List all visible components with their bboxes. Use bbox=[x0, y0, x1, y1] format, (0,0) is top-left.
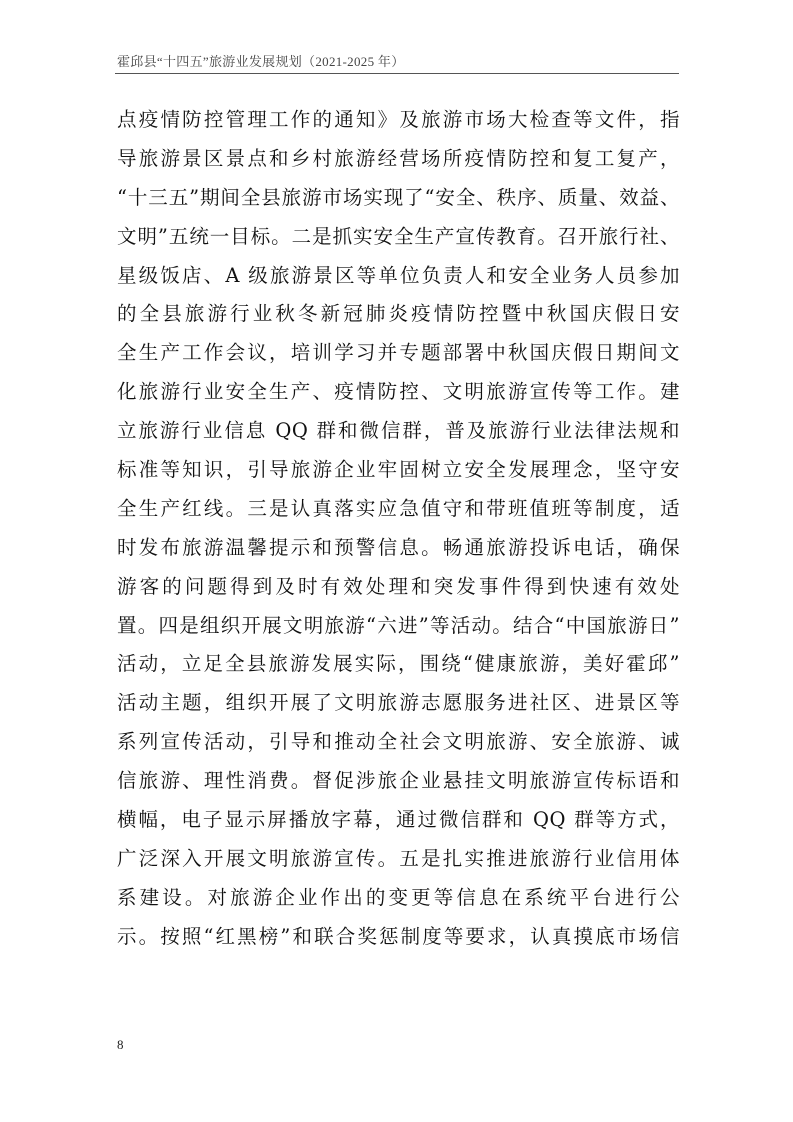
text-line: 横幅，电子显示屏播放字幕，通过微信群和 QQ 群等方式， bbox=[117, 808, 680, 832]
text-line: 游客的问题得到及时有效处理和突发事件得到快速有效处 bbox=[117, 574, 680, 598]
header-divider bbox=[115, 73, 679, 74]
text-line: 系建设。对旅游企业作出的变更等信息在系统平台进行公 bbox=[117, 885, 680, 909]
text-line: 活动，立足全县旅游发展实际，围绕“健康旅游，美好霍邱” bbox=[117, 652, 680, 676]
page-number: 8 bbox=[117, 1037, 124, 1052]
text-line: 的全县旅游行业秋冬新冠肺炎疫情防控暨中秋国庆假日安 bbox=[117, 302, 680, 326]
text-line: 活动主题，组织开展了文明旅游志愿服务进社区、进景区等 bbox=[117, 691, 680, 715]
text-line: 点疫情防控管理工作的通知》及旅游市场大检查等文件，指 bbox=[117, 108, 680, 131]
text-line: 置。四是组织开展文明旅游“六进”等活动。结合“中国旅游日” bbox=[117, 613, 680, 637]
text-line: 化旅游行业安全生产、疫情防控、文明旅游宣传等工作。建 bbox=[117, 380, 680, 404]
text-line: “十三五”期间全县旅游市场实现了“安全、秩序、质量、效益、 bbox=[117, 185, 680, 209]
text-line: 系列宣传活动，引导和推动全社会文明旅游、安全旅游、诚 bbox=[117, 730, 680, 754]
body-paragraph bbox=[117, 101, 680, 957]
text-line: 信旅游、理性消费。督促涉旅企业悬挂文明旅游宣传标语和 bbox=[117, 769, 680, 793]
text-line: 文明”五统一目标。二是抓实安全生产宣传教育。召开旅行社、 bbox=[117, 224, 680, 248]
text-line: 广泛深入开展文明旅游宣传。五是扎实推进旅游行业信用体 bbox=[117, 846, 680, 870]
text-line: 标准等知识，引导旅游企业牢固树立安全发展理念，坚守安 bbox=[117, 458, 680, 482]
text-line: 立旅游行业信息 QQ 群和微信群，普及旅游行业法律法规和 bbox=[117, 419, 680, 443]
text-line: 导旅游景区景点和乡村旅游经营场所疫情防控和复工复产， bbox=[117, 146, 680, 170]
text-line: 全生产工作会议，培训学习并专题部署中秋国庆假日期间文 bbox=[117, 341, 680, 365]
text-line: 时发布旅游温馨提示和预警信息。畅通旅游投诉电话，确保 bbox=[117, 535, 680, 559]
text-line: 全生产红线。三是认真落实应急值守和带班值班等制度，适 bbox=[117, 496, 680, 520]
running-header: 霍邱县“十四五”旅游业发展规划（2021-2025 年） bbox=[117, 54, 405, 69]
text-line: 星级饭店、A 级旅游景区等单位负责人和安全业务人员参加 bbox=[117, 263, 680, 287]
text-line: 示。按照“红黑榜”和联合奖惩制度等要求，认真摸底市场信 bbox=[117, 924, 680, 948]
